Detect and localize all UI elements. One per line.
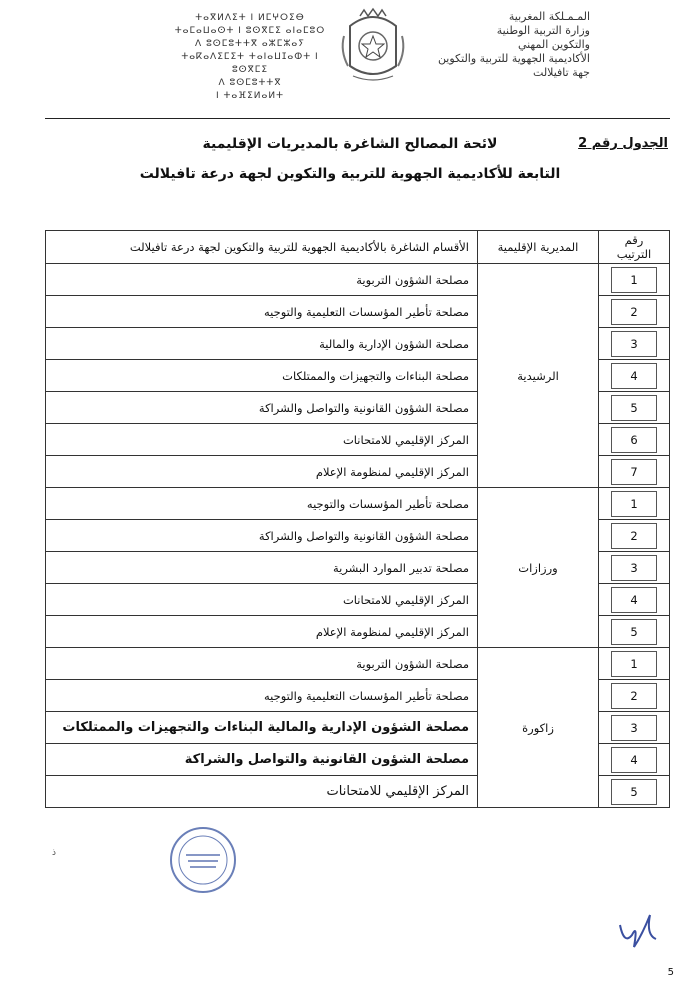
header-tifinagh-block (165, 12, 335, 103)
header-arabic-block (415, 10, 590, 80)
directorate-cell: زاكورة (478, 648, 599, 808)
header-directorate: المديرية الإقليمية (478, 231, 599, 264)
table-row (46, 648, 670, 680)
header-num: رقم الترتيب (599, 231, 670, 264)
row-number: 1 (611, 491, 657, 517)
page-number: 5 (667, 967, 674, 978)
service-cell: مصلحة تأطير المؤسسات التعليمية والتوجيه (46, 296, 478, 328)
service-cell: المركز الإقليمي للامتحانات (46, 424, 478, 456)
header-tifinagh-line: ⵜⴰⵎⴰⵡⴰⵙⵜ ⵏ ⵓⵙⴳⵎⵉ ⴰⵏⴰⵎⵓⵔ (174, 26, 326, 36)
row-number: 5 (611, 395, 657, 421)
row-number: 5 (611, 779, 657, 805)
header-ar-line: وزارة التربية الوطنية (496, 24, 590, 37)
table-row (46, 264, 670, 296)
service-cell: مصلحة الشؤون التربوية (46, 264, 478, 296)
vacant-services-table (45, 230, 670, 808)
header-ar-line: المـمـلكة المغربية (508, 10, 590, 23)
row-number: 3 (611, 555, 657, 581)
row-number: 2 (611, 683, 657, 709)
table-label: الجدول رقم 2 (578, 136, 668, 151)
row-number: 6 (611, 427, 657, 453)
row-number: 1 (611, 267, 657, 293)
header-services: الأقسام الشاغرة بالأكاديمية الجهوية للتربية والتكوين لجهة درعة تافيلالت (46, 231, 478, 264)
row-number: 7 (611, 459, 657, 485)
service-cell: مصلحة الشؤون الإدارية والمالية (46, 328, 478, 360)
service-cell: مصلحة الشؤون القانونية والتواصل والشراكة (46, 744, 478, 776)
header-ar-line: جهة تافيلالت (533, 66, 590, 79)
service-cell: مصلحة تأطير المؤسسات والتوجيه (46, 488, 478, 520)
table-header-row (46, 231, 670, 264)
row-number: 1 (611, 651, 657, 677)
row-number: 2 (611, 299, 657, 325)
header-divider (45, 118, 670, 119)
service-cell: مصلحة الشؤون الإدارية والمالية البناءات والتجهيزات والممتلكات (46, 712, 478, 744)
service-cell: مصلحة تأطير المؤسسات التعليمية والتوجيه (46, 680, 478, 712)
directorate-cell: الرشيدية (478, 264, 599, 488)
service-cell: مصلحة الشؤون القانونية والتواصل والشراكة (46, 392, 478, 424)
service-cell: المركز الإقليمي للامتحانات (46, 776, 478, 808)
header-tifinagh-line: ⵜⴰⴽⴰⴷⵉⵎⵉⵜ ⵜⴰⵏⴰⵡⵊⴰⵀⵜ ⵏ ⵓⵙⴳⵎⵉ (181, 52, 319, 75)
handwritten-signature (612, 905, 662, 955)
service-cell: المركز الإقليمي لمنظومة الإعلام (46, 616, 478, 648)
row-number: 4 (611, 587, 657, 613)
row-number: 2 (611, 523, 657, 549)
service-cell: مصلحة الشؤون القانونية والتواصل والشراكة (46, 520, 478, 552)
row-number: 3 (611, 331, 657, 357)
row-number: 5 (611, 619, 657, 645)
service-cell: المركز الإقليمي لمنظومة الإعلام (46, 456, 478, 488)
document-title: لائحة المصالح الشاغرة بالمديريات الإقليمية (202, 136, 498, 152)
header-ar-line: والتكوين المهني (517, 38, 590, 51)
row-number: 4 (611, 747, 657, 773)
directorate-cell: ورزازات (478, 488, 599, 648)
service-cell: مصلحة البناءات والتجهيزات والممتلكات (46, 360, 478, 392)
service-cell: المركز الإقليمي للامتحانات (46, 584, 478, 616)
official-stamp-seal (168, 825, 238, 895)
row-number: 3 (611, 715, 657, 741)
service-cell: مصلحة الشؤون التربوية (46, 648, 478, 680)
header-tifinagh-line: ⴷ ⵓⵙⵎⵓⵜⵜⴳ (218, 78, 282, 88)
royal-emblem-logo (338, 6, 408, 84)
handwritten-mark: ذ (52, 848, 57, 858)
header-tifinagh-line: ⴷ ⵓⵙⵎⵓⵜⵜⴳ ⴰⵣⵎⵣⴰⵢ (195, 39, 305, 49)
header-tifinagh-line: ⵜⴰⴳⵍⴷⵉⵜ ⵏ ⵍⵎⵖⵔⵉⴱ (195, 13, 305, 23)
header-ar-line: الأكاديمية الجهوية للتربية والتكوين (437, 52, 590, 65)
table-row (46, 488, 670, 520)
service-cell: مصلحة تدبير الموارد البشرية (46, 552, 478, 584)
document-subtitle: التابعة للأكاديمية الجهوية للتربية والتكوين لجهة درعة تافيلالت (139, 166, 561, 182)
row-number: 4 (611, 363, 657, 389)
header-tifinagh-line: ⵏ ⵜⴰⴼⵉⵍⴰⵍⵜ (216, 91, 284, 101)
